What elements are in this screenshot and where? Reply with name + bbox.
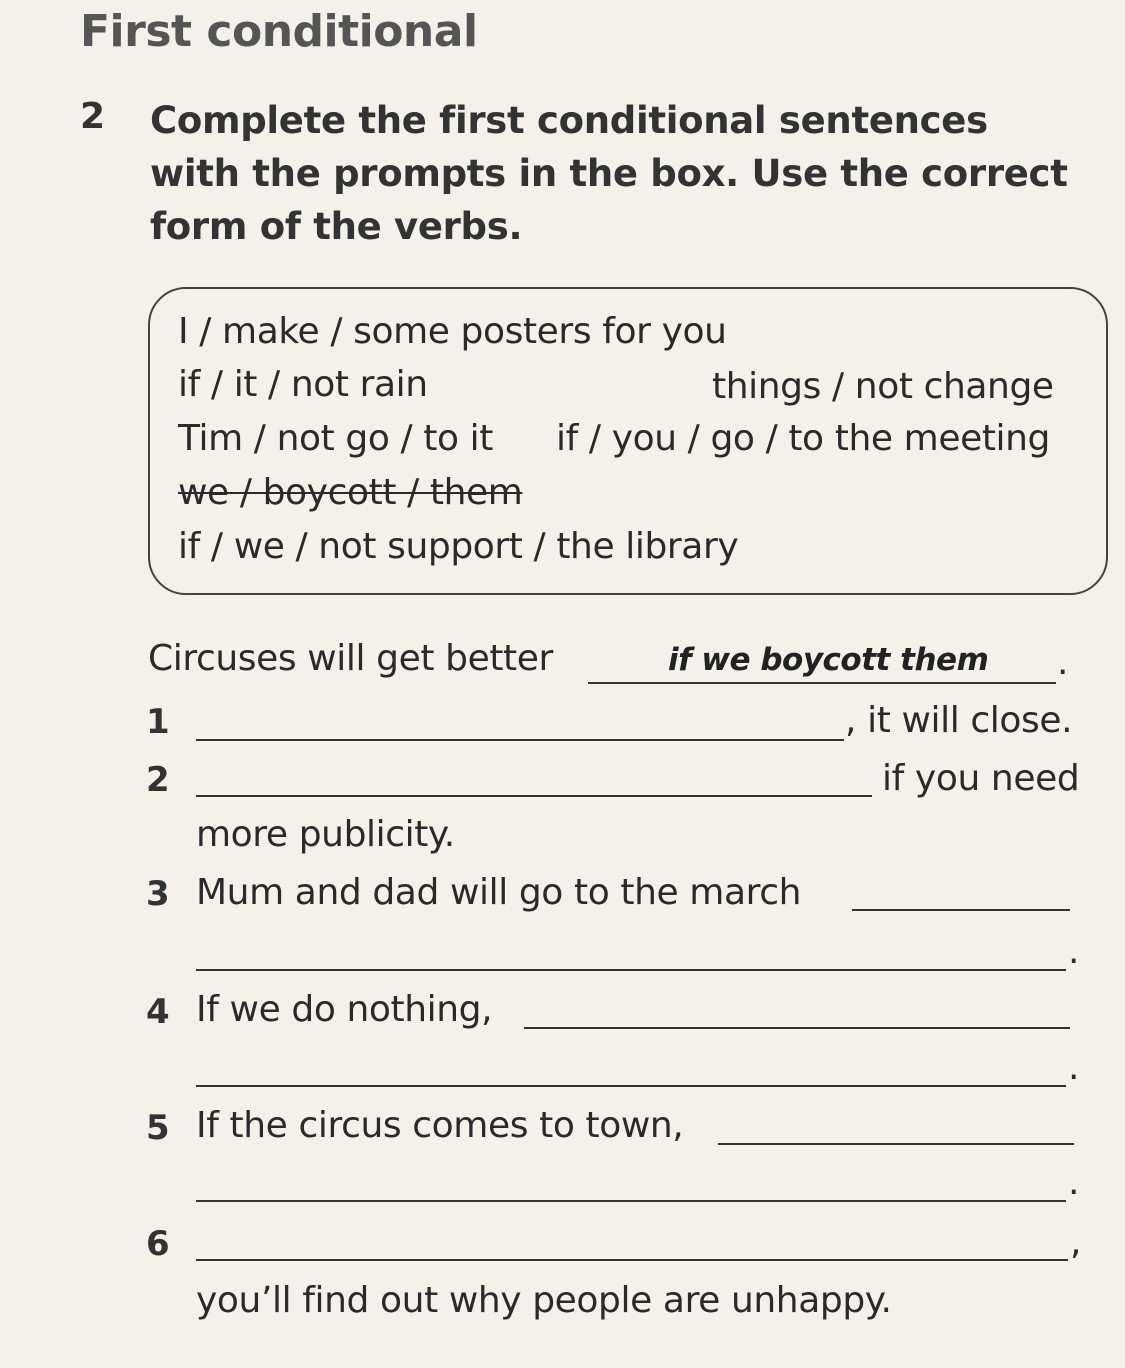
answer-blank[interactable] — [718, 1143, 1074, 1145]
item-end: . — [1068, 1047, 1080, 1088]
item-text: Mum and dad will go to the march — [196, 872, 802, 913]
answer-blank[interactable] — [196, 795, 872, 797]
prompt-item-used: we / boycott / them — [178, 472, 523, 513]
exercise-number: 2 — [80, 96, 106, 137]
prompt-item: Tim / not go / to it — [178, 418, 493, 459]
item-continuation: more publicity. — [196, 814, 455, 855]
item-number: 3 — [146, 874, 170, 914]
answer-blank[interactable] — [196, 1200, 1066, 1202]
prompt-item: if / you / go / to the meeting — [556, 418, 1051, 459]
prompt-item: if / it / not rain — [178, 364, 428, 405]
exercise-instruction: Complete the first conditional sentences with the prompts in the box. Use the correct form of the verbs. — [150, 99, 1068, 248]
item-number: 1 — [146, 702, 170, 742]
prompt-item: if / we / not support / the library — [178, 526, 739, 567]
prompt-item: things / not change — [712, 366, 1054, 407]
item-number: 4 — [146, 992, 170, 1032]
item-continuation: you’ll find out why people are unhappy. — [196, 1280, 892, 1321]
answer-blank[interactable] — [196, 969, 1066, 971]
item-end: . — [1068, 931, 1080, 972]
item-text: , it will close. — [845, 700, 1073, 741]
item-end: . — [1068, 1162, 1080, 1203]
answer-blank[interactable] — [196, 1085, 1066, 1087]
item-number: 5 — [146, 1108, 170, 1148]
prompt-item: I / make / some posters for you — [178, 311, 727, 352]
item-text: If the circus comes to town, — [196, 1105, 684, 1146]
item-number: 2 — [146, 760, 170, 800]
answer-blank[interactable] — [852, 909, 1070, 911]
item-end: , — [1070, 1222, 1082, 1263]
item-text: If we do nothing, — [196, 989, 493, 1030]
example-answer-line — [588, 682, 1056, 684]
item-number: 6 — [146, 1224, 170, 1264]
answer-blank[interactable] — [196, 739, 844, 741]
example-end: . — [1057, 642, 1069, 683]
answer-blank[interactable] — [524, 1027, 1070, 1029]
item-text: if you need — [882, 758, 1080, 799]
example-sentence: Circuses will get better — [148, 638, 553, 679]
answer-blank[interactable] — [196, 1259, 1068, 1261]
section-title: First conditional — [80, 6, 478, 57]
example-answer: if we boycott them — [668, 642, 989, 678]
